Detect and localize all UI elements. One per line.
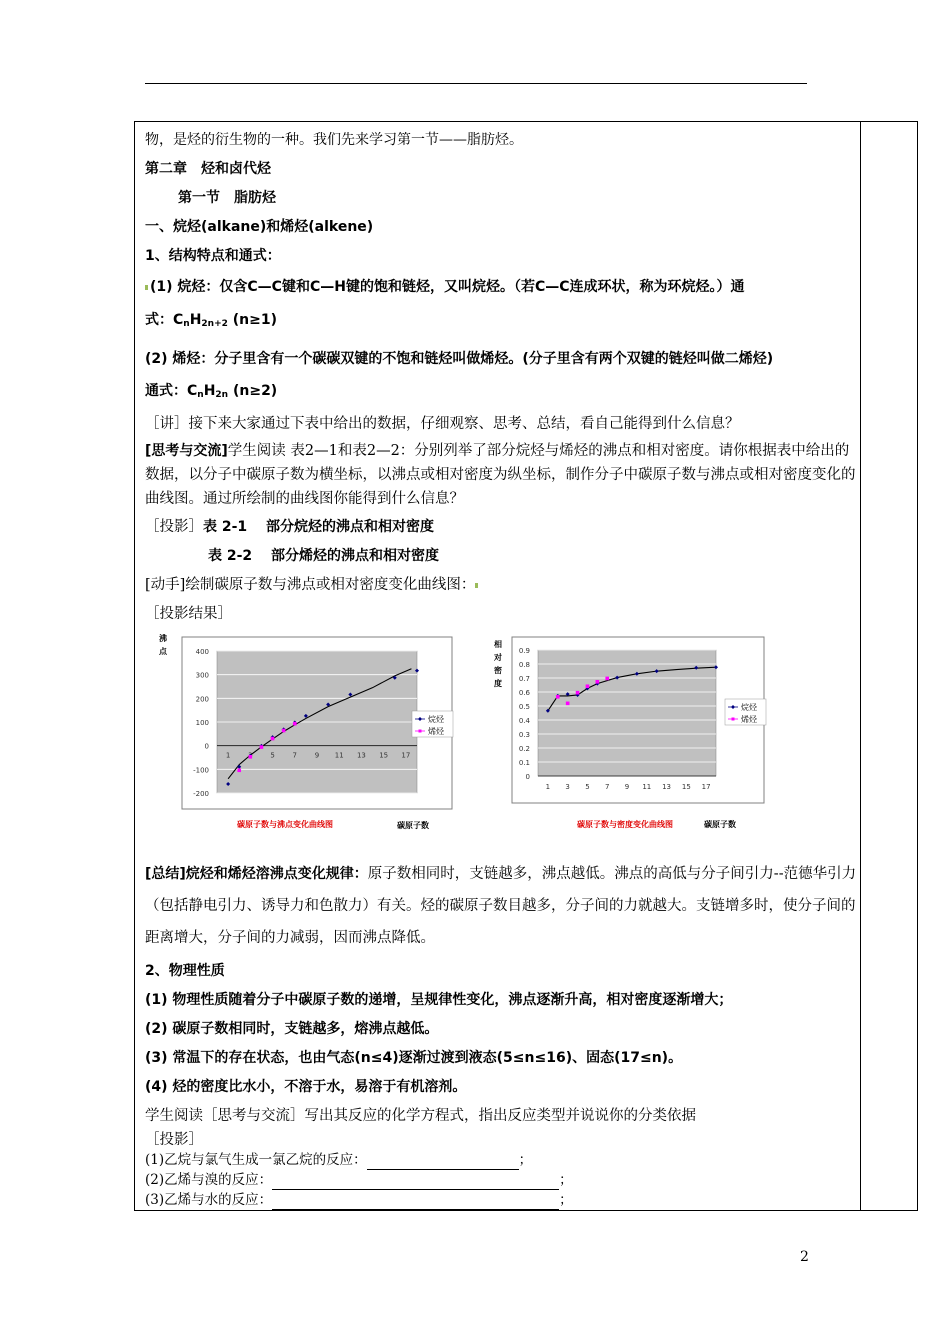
alkene-point	[605, 677, 609, 681]
x-tick-label: 3	[565, 783, 570, 791]
y-tick-label: 0.4	[518, 717, 530, 725]
intro-line: 物，是烃的衍生物的一种。我们先来学习第一节——脂肪烃。	[145, 132, 523, 148]
summary-content	[145, 858, 857, 1210]
think-tag: [思考与交流]	[145, 443, 228, 459]
x-tick-label: 9	[624, 783, 630, 791]
density-chart	[493, 637, 766, 829]
projection-3: ［投影］	[145, 1132, 203, 1148]
chart-caption: 碳原子数与沸点变化曲线图	[237, 820, 333, 829]
x-tick-label: 15	[379, 751, 389, 760]
property-2: (2) 碳原子数相同时，支链越多，熔沸点越低。	[145, 1021, 439, 1037]
margin-mark	[145, 285, 148, 290]
chapter-title: 第二章 烃和卤代烃	[145, 161, 271, 177]
table-column-divider	[860, 121, 861, 1211]
answer-blank-2[interactable]	[272, 1175, 559, 1190]
y-axis-label-char: 相	[494, 640, 502, 649]
alkene-point	[576, 691, 580, 695]
x-axis-label: 碳原子数	[704, 820, 736, 829]
legend-label: 烷烃	[428, 715, 444, 724]
projection-table-2: 表 2-2 部分烯烃的沸点和相对密度	[208, 548, 440, 564]
legend-label: 烯烃	[741, 715, 757, 724]
x-tick-label: 5	[270, 751, 275, 760]
alkene-point	[586, 684, 590, 688]
y-tick-label: 0	[204, 742, 209, 751]
x-tick-label: 5	[585, 783, 590, 791]
x-tick-label: 15	[681, 783, 691, 791]
alkene-definition: (2) 烯烃：分子里含有一个碳碳双键的不饱和链烃叫做烯烃。(分子里含有两个双键的链烃叫做二烯烃)	[145, 351, 774, 367]
y-tick-label: 0.5	[518, 703, 530, 711]
y-tick-label: 0	[525, 773, 530, 781]
property-1: (1) 物理性质随着分子中碳原子数的递增，呈规律性变化，沸点逐渐升高，相对密度逐渐增大；	[145, 992, 733, 1008]
alkane-formula: 式：$C_nH_{2n+2}$ (n≥1)	[145, 312, 278, 329]
x-tick-label: 13	[356, 751, 366, 760]
x-tick-label: 13	[662, 783, 672, 791]
y-tick-label: -100	[193, 766, 209, 775]
lecture-line: ［讲］接下来大家通过下表中给出的数据，仔细观察、思考、总结，看自己能得到什么信息？	[145, 416, 740, 432]
x-tick-label: 1	[225, 751, 231, 760]
x-tick-label: 7	[292, 751, 298, 760]
page-number: 2	[800, 1249, 809, 1265]
y-axis-label-char: 点	[159, 647, 167, 656]
y-tick-label: 200	[195, 695, 209, 704]
legend-label: 烯烃	[428, 727, 444, 736]
alkene-point	[237, 768, 241, 772]
y-tick-label: 0.3	[518, 731, 530, 739]
charts-area	[145, 631, 857, 841]
alkene-point	[282, 729, 286, 733]
physical-properties-heading: 2、物理性质	[145, 963, 225, 979]
y-axis-label-char: 密	[494, 666, 502, 675]
x-axis-label: 碳原子数	[397, 821, 429, 830]
y-tick-label: 400	[195, 648, 209, 656]
y-tick-label: 0.9	[518, 647, 530, 655]
hands-on-line: [动手]绘制碳原子数与沸点或相对密度变化曲线图：	[145, 571, 857, 600]
alkane-definition: (1) 烷烃：仅含C—C键和C—H键的饱和链烃，又叫烷烃。（若C—C连成环状，称为环烷烃。）通	[145, 273, 857, 302]
projection-result: ［投影结果］	[145, 606, 232, 622]
answer-blank-3[interactable]	[272, 1195, 559, 1210]
question-3: (3)乙烯与水的反应： ；	[145, 1192, 573, 1208]
read-line: 学生阅读［思考与交流］写出其反应的化学方程式，指出反应类型并说说你的分类依据	[145, 1108, 696, 1124]
answer-blank-1[interactable]	[367, 1155, 519, 1170]
property-3: (3) 常温下的存在状态，也由气态(n≤4)逐渐过渡到液态(5≤n≤16)、固态(17≤n)。	[145, 1050, 683, 1066]
margin-mark	[475, 583, 478, 588]
main-content	[145, 126, 857, 629]
x-tick-label: 17	[401, 751, 411, 760]
y-tick-label: 0.2	[518, 745, 530, 753]
charts-svg	[145, 631, 857, 841]
y-tick-label: -200	[193, 790, 209, 798]
legend-marker	[732, 718, 735, 721]
question-2: (2)乙烯与溴的反应： ；	[145, 1172, 573, 1188]
alkene-point	[566, 702, 570, 706]
x-tick-label: 1	[545, 783, 551, 791]
property-4: (4) 烃的密度比水小，不溶于水，易溶于有机溶剂。	[145, 1079, 467, 1095]
section-title: 第一节 脂肪烃	[178, 190, 276, 206]
alkene-point	[260, 745, 264, 749]
y-axis-label-char: 沸	[159, 634, 167, 643]
question-1: (1)乙烷与氯气生成一氯乙烷的反应： ；	[145, 1152, 533, 1168]
alkene-point	[596, 680, 600, 684]
y-tick-label: 300	[195, 671, 209, 680]
y-tick-label: 0.7	[518, 675, 530, 683]
boiling-point-chart	[159, 633, 453, 830]
y-tick-label: 0.6	[518, 689, 530, 697]
alkene-point	[249, 755, 253, 759]
y-axis-label-char: 对	[494, 653, 502, 662]
chart-caption: 碳原子数与密度变化曲线图	[577, 820, 673, 829]
legend-marker	[419, 730, 422, 733]
projection-table-1: ［投影］表 2-1 部分烷烃的沸点和相对密度	[145, 519, 435, 535]
y-tick-label: 0.8	[518, 661, 530, 669]
x-tick-label: 17	[701, 783, 711, 791]
x-tick-label: 11	[642, 783, 652, 791]
alkene-point	[556, 695, 560, 699]
think-exchange: [思考与交流]学生阅读 表2—1和表2—2：分别列举了部分烷烃与烯烃的沸点和相对密度。请你根据表中给出的数据，以分子中碳原子数为横坐标，以沸点或相对密度为纵坐标，制作分子中碳原子数与沸点或相对密度变化的曲线图。通过所绘制的曲线图你能得到什么信息？	[145, 443, 856, 507]
y-tick-label: 100	[195, 719, 209, 727]
x-tick-label: 11	[334, 751, 344, 760]
alkene-point	[271, 737, 275, 741]
part-heading: 一、烷烃(alkane)和烯烃(alkene)	[145, 219, 374, 235]
structure-heading: 1、结构特点和通式：	[145, 248, 281, 264]
x-tick-label: 7	[604, 783, 610, 791]
y-tick-label: 0.1	[518, 759, 530, 767]
y-axis-label-char: 度	[494, 679, 502, 688]
alkene-formula: 通式：$C_nH_{2n}$ (n≥2)	[145, 383, 278, 400]
legend-label: 烷烃	[741, 703, 757, 712]
summary-paragraph: [总结]烷烃和烯烃溶沸点变化规律：原子数相同时，支链越多，沸点越低。沸点的高低与分子间引力--范德华引力（包括静电引力、诱导力和色散力）有关。烃的碳原子数目越多，分子间的力就越大。支链增多时，使分子间的距离增大，分子间的力减弱，因而沸点降低。	[145, 866, 857, 946]
alkene-point	[293, 722, 297, 726]
header-rule	[145, 83, 807, 84]
x-tick-label: 9	[314, 751, 320, 760]
